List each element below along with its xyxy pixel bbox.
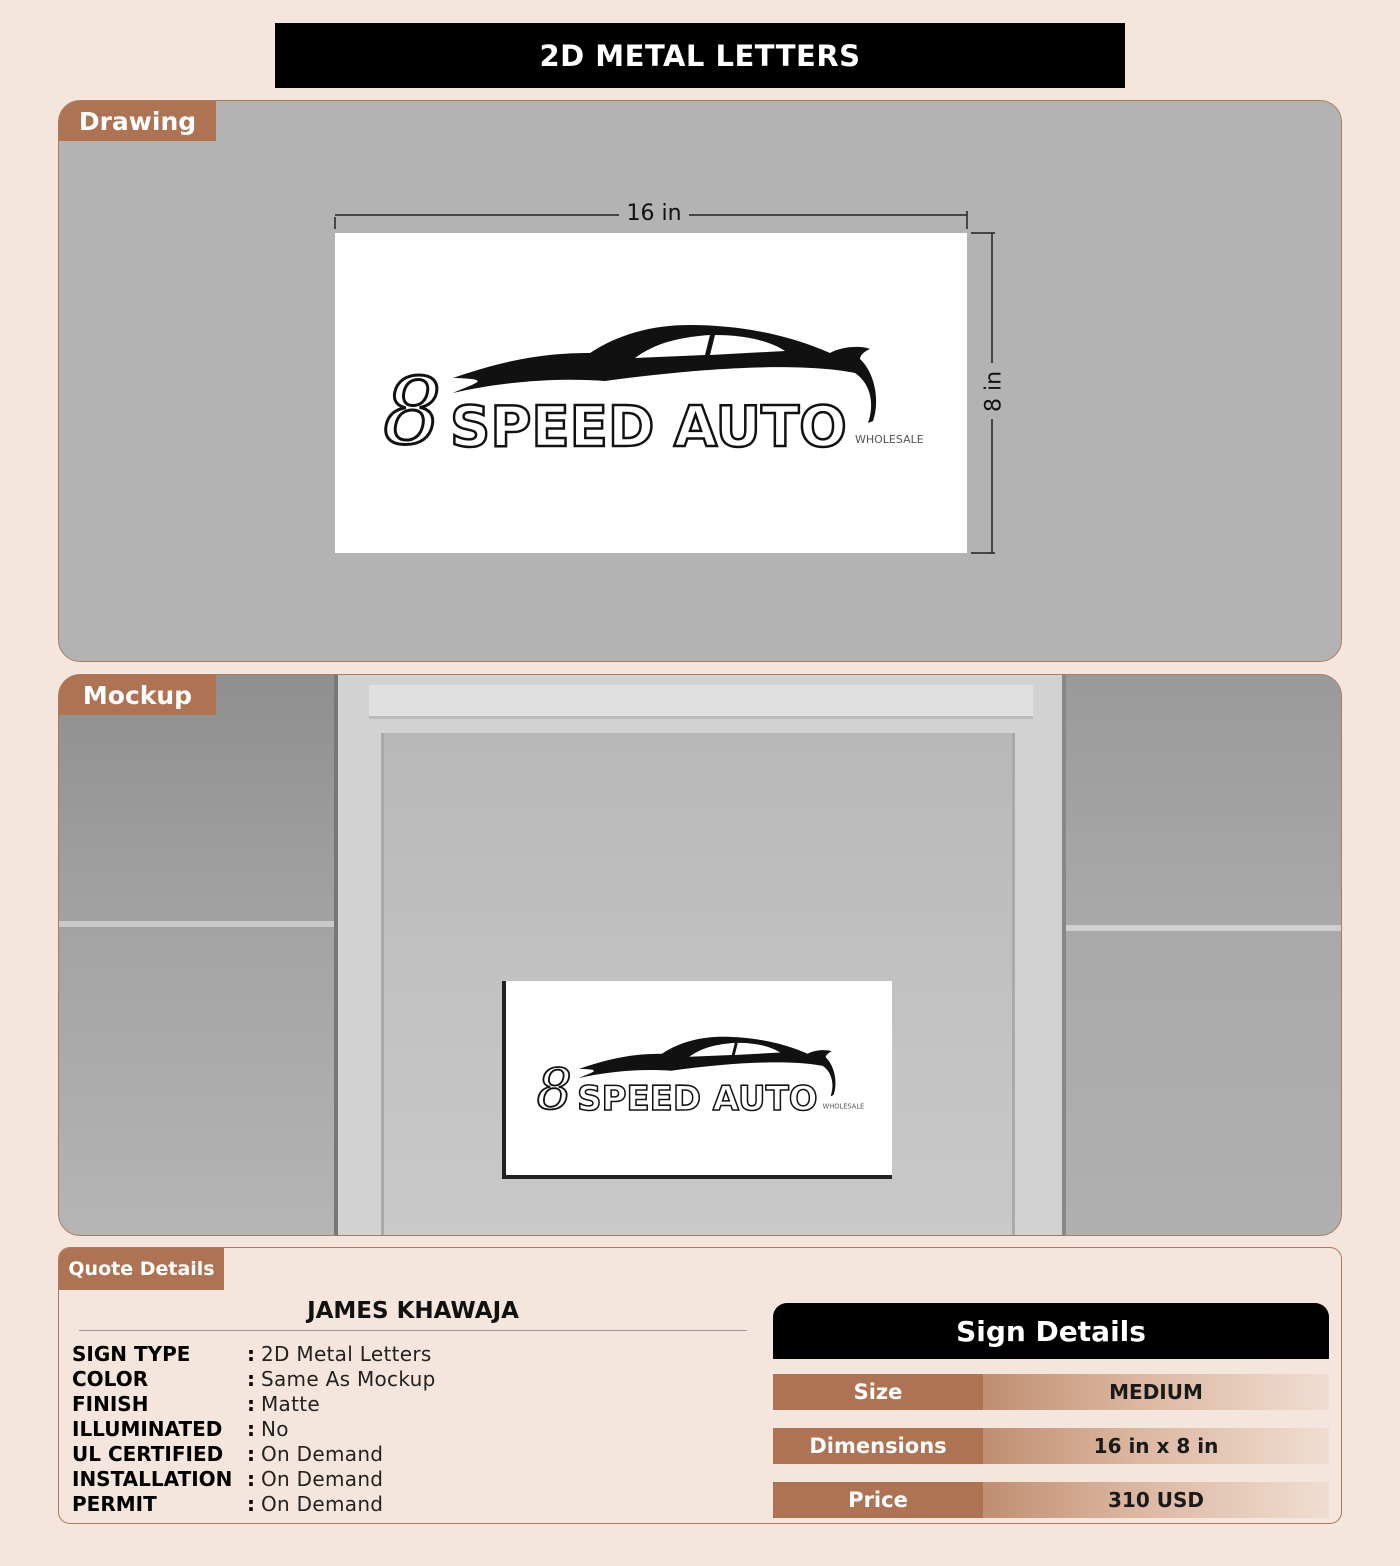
sign-details-header: Sign Details: [773, 1303, 1329, 1359]
spec-separator: :: [247, 1442, 255, 1466]
mockup-logo-tagline: WHOLESALE: [822, 1102, 865, 1111]
wall-left: [59, 675, 334, 1236]
mockup-sign: [506, 981, 892, 1175]
width-dimension-label: 16 in: [626, 201, 682, 226]
sign-detail-value: 310 USD: [983, 1482, 1329, 1518]
wall-right: [1061, 675, 1341, 1236]
sign-detail-row: [773, 1428, 1329, 1464]
spec-value: Matte: [261, 1392, 320, 1416]
sign-detail-row: [773, 1374, 1329, 1410]
logo-text: SPEED AUTO: [450, 395, 847, 460]
spec-key: COLOR: [72, 1367, 149, 1391]
spec-row: [72, 1367, 436, 1392]
spec-value: No: [261, 1417, 289, 1441]
sign-detail-key: Size: [773, 1374, 983, 1410]
spec-key: FINISH: [72, 1392, 149, 1416]
spec-key: PERMIT: [72, 1492, 157, 1516]
sign-detail-value: 16 in x 8 in: [983, 1428, 1329, 1464]
mockup-logo-graphic: [506, 981, 892, 1175]
spec-separator: :: [247, 1367, 255, 1391]
drawing-sign: [335, 233, 967, 553]
sign-detail-key: Dimensions: [773, 1428, 983, 1464]
spec-value: On Demand: [261, 1492, 384, 1516]
logo-numeral: 8: [383, 358, 442, 465]
mockup-logo-numeral: 8: [536, 1057, 573, 1123]
spec-key: ILLUMINATED: [72, 1417, 223, 1441]
spec-row: [72, 1467, 383, 1492]
spec-separator: :: [247, 1417, 255, 1441]
height-dimension-label: 8 in: [981, 370, 1007, 413]
tile-line-left: [59, 921, 334, 927]
customer-name: JAMES KHAWAJA: [307, 1298, 519, 1324]
spec-separator: :: [247, 1342, 255, 1366]
spec-key: INSTALLATION: [72, 1467, 233, 1491]
drawing-tab: Drawing: [59, 101, 216, 141]
spec-row: [72, 1342, 432, 1367]
mockup-tab: Mockup: [59, 675, 216, 715]
sign-detail-key: Price: [773, 1482, 983, 1518]
logo-tagline: WHOLESALE: [855, 433, 924, 446]
spec-value: On Demand: [261, 1442, 384, 1466]
spec-value: 2D Metal Letters: [261, 1342, 432, 1366]
spec-value: On Demand: [261, 1467, 384, 1491]
sign-detail-row: [773, 1482, 1329, 1518]
mockup-logo-text: SPEED AUTO: [577, 1079, 818, 1120]
tile-line-right: [1061, 925, 1341, 931]
spec-separator: :: [247, 1492, 255, 1516]
spec-row: [72, 1392, 320, 1417]
sign-detail-value: MEDIUM: [983, 1374, 1329, 1410]
spec-separator: :: [247, 1392, 255, 1416]
quote-details-tab: Quote Details: [59, 1248, 224, 1290]
spec-key: SIGN TYPE: [72, 1342, 191, 1366]
mockup-panel: [58, 674, 1342, 1236]
drawing-panel: [58, 100, 1342, 662]
customer-divider: [79, 1330, 747, 1331]
door-frame-top: [369, 685, 1033, 719]
spec-key: UL CERTIFIED: [72, 1442, 224, 1466]
quote-details-panel: [58, 1247, 1342, 1524]
page-title: 2D METAL LETTERS: [275, 23, 1125, 88]
spec-row: [72, 1442, 383, 1467]
spec-value: Same As Mockup: [261, 1367, 436, 1391]
spec-row: [72, 1417, 289, 1442]
spec-separator: :: [247, 1467, 255, 1491]
logo-graphic: [335, 233, 967, 553]
spec-row: [72, 1492, 383, 1517]
